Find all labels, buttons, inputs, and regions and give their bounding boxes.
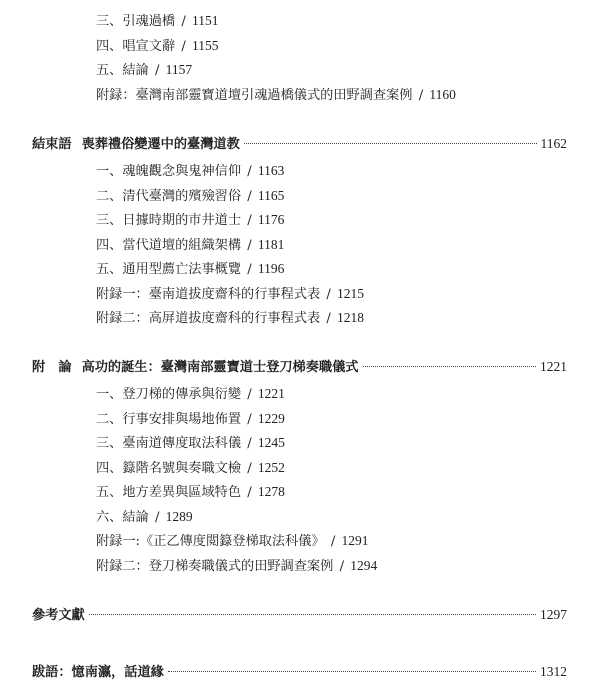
entry-page: 1289: [165, 509, 193, 524]
entry-page: 1181: [257, 237, 285, 252]
toc-entry[interactable]: 四、籙階名號與奏職文檢 / 1252: [96, 460, 285, 476]
entry-page: 1151: [191, 13, 219, 28]
toc-entry[interactable]: 二、行事安排與場地佈置 / 1229: [96, 411, 285, 427]
entry-page: 1278: [257, 484, 285, 499]
toc-entry[interactable]: 六、結論 / 1289: [96, 509, 193, 525]
chapter-title: 跋語：憶南瀛，話道緣: [32, 665, 164, 680]
toc-chapter-references[interactable]: [32, 606, 567, 625]
entry-text: 四、唱宣文辭: [96, 39, 176, 54]
entry-text: 一、登刀梯的傳承與衍變: [96, 387, 242, 402]
toc-chapter-appendix[interactable]: [32, 358, 567, 377]
entry-text: 附録二：登刀梯奏職儀式的田野調查案例: [96, 559, 334, 574]
toc-entry[interactable]: 二、清代臺灣的殯殮習俗 / 1165: [96, 188, 285, 204]
entry-page: 1252: [257, 460, 285, 475]
entry-text: 三、日據時期的市井道士: [96, 213, 242, 228]
toc-entry[interactable]: 三、引魂過橋 / 1151: [96, 13, 219, 29]
leader-dots: [363, 366, 537, 367]
entry-page: 1291: [341, 533, 369, 548]
entry-page: 1163: [257, 163, 285, 178]
toc-chapter-conclusion[interactable]: [32, 135, 567, 154]
entry-text: 三、引魂過橋: [96, 14, 176, 29]
toc-entry[interactable]: 五、結論 / 1157: [96, 62, 193, 78]
chapter-title: 喪葬禮俗變遷中的臺灣道教: [81, 137, 240, 152]
leader-dots: [89, 614, 536, 615]
chapter-label: 附 論: [32, 360, 72, 375]
entry-page: 1294: [350, 558, 378, 573]
entry-page: 1165: [257, 188, 285, 203]
toc-entry[interactable]: 一、魂魄觀念與鬼神信仰 / 1163: [96, 163, 285, 179]
chapter-page: 1162: [540, 136, 567, 151]
toc-entry[interactable]: 附録二：高屏道拔度齋科的行事程式表 / 1218: [96, 310, 365, 326]
entry-text: 附録一:《正乙傳度閲籙登梯取法科儀》: [96, 534, 325, 549]
entry-text: 五、通用型薦亡法事概覽: [96, 262, 242, 277]
entry-text: 六、結論: [96, 510, 149, 525]
entry-text: 四、當代道壇的組織架構: [96, 238, 242, 253]
entry-page: 1218: [337, 310, 365, 325]
toc-entry[interactable]: 四、當代道壇的組織架構 / 1181: [96, 237, 285, 253]
toc-entry[interactable]: 附録一:《正乙傳度閲籙登梯取法科儀》 / 1291: [96, 533, 369, 549]
entry-page: 1157: [165, 62, 193, 77]
entry-page: 1176: [257, 212, 285, 227]
chapter-label: 結束語: [32, 137, 72, 152]
leader-dots: [244, 143, 537, 144]
toc-entry[interactable]: 三、日據時期的市井道士 / 1176: [96, 212, 285, 228]
entry-page: 1160: [429, 87, 456, 102]
entry-page: 1229: [257, 411, 285, 426]
entry-page: 1155: [191, 38, 219, 53]
entry-text: 附録：臺灣南部靈寶道壇引魂過橋儀式的田野調查案例: [96, 88, 413, 103]
entry-text: 二、行事安排與場地佈置: [96, 412, 242, 427]
toc-entry[interactable]: 三、臺南道傳度取法科儀 / 1245: [96, 435, 285, 451]
entry-page: 1245: [257, 435, 285, 450]
chapter-page: 1221: [540, 359, 567, 374]
entry-text: 三、臺南道傳度取法科儀: [96, 436, 242, 451]
entry-page: 1196: [257, 261, 285, 276]
chapter-title: 參考文獻: [32, 608, 85, 623]
entry-page: 1221: [257, 386, 285, 401]
entry-text: 五、結論: [96, 63, 149, 78]
toc-entry[interactable]: 附録二：登刀梯奏職儀式的田野調查案例 / 1294: [96, 558, 378, 574]
entry-text: 四、籙階名號與奏職文檢: [96, 461, 242, 476]
chapter-page: 1297: [540, 607, 567, 622]
toc-chapter-postscript[interactable]: [32, 663, 567, 682]
entry-text: 一、魂魄觀念與鬼神信仰: [96, 164, 242, 179]
chapter-page: 1312: [540, 664, 567, 679]
entry-text: 附録一：臺南道拔度齋科的行事程式表: [96, 287, 321, 302]
toc-entry[interactable]: 四、唱宣文辭 / 1155: [96, 38, 219, 54]
entry-text: 附録二：高屏道拔度齋科的行事程式表: [96, 311, 321, 326]
toc-entry[interactable]: 五、通用型薦亡法事概覽 / 1196: [96, 261, 285, 277]
entry-page: 1215: [337, 286, 365, 301]
entry-text: 五、地方差異與區域特色: [96, 485, 242, 500]
entry-text: 二、清代臺灣的殯殮習俗: [96, 189, 242, 204]
leader-dots: [168, 671, 536, 672]
toc-entry[interactable]: 附録一：臺南道拔度齋科的行事程式表 / 1215: [96, 286, 365, 302]
toc-entry[interactable]: 五、地方差異與區域特色 / 1278: [96, 484, 285, 500]
toc-entry[interactable]: 附録：臺灣南部靈寶道壇引魂過橋儀式的田野調查案例 / 1160: [96, 87, 456, 103]
toc-entry[interactable]: 一、登刀梯的傳承與衍變 / 1221: [96, 386, 285, 402]
chapter-title: 高功的誕生：臺灣南部靈寶道士登刀梯奏職儀式: [81, 360, 359, 375]
